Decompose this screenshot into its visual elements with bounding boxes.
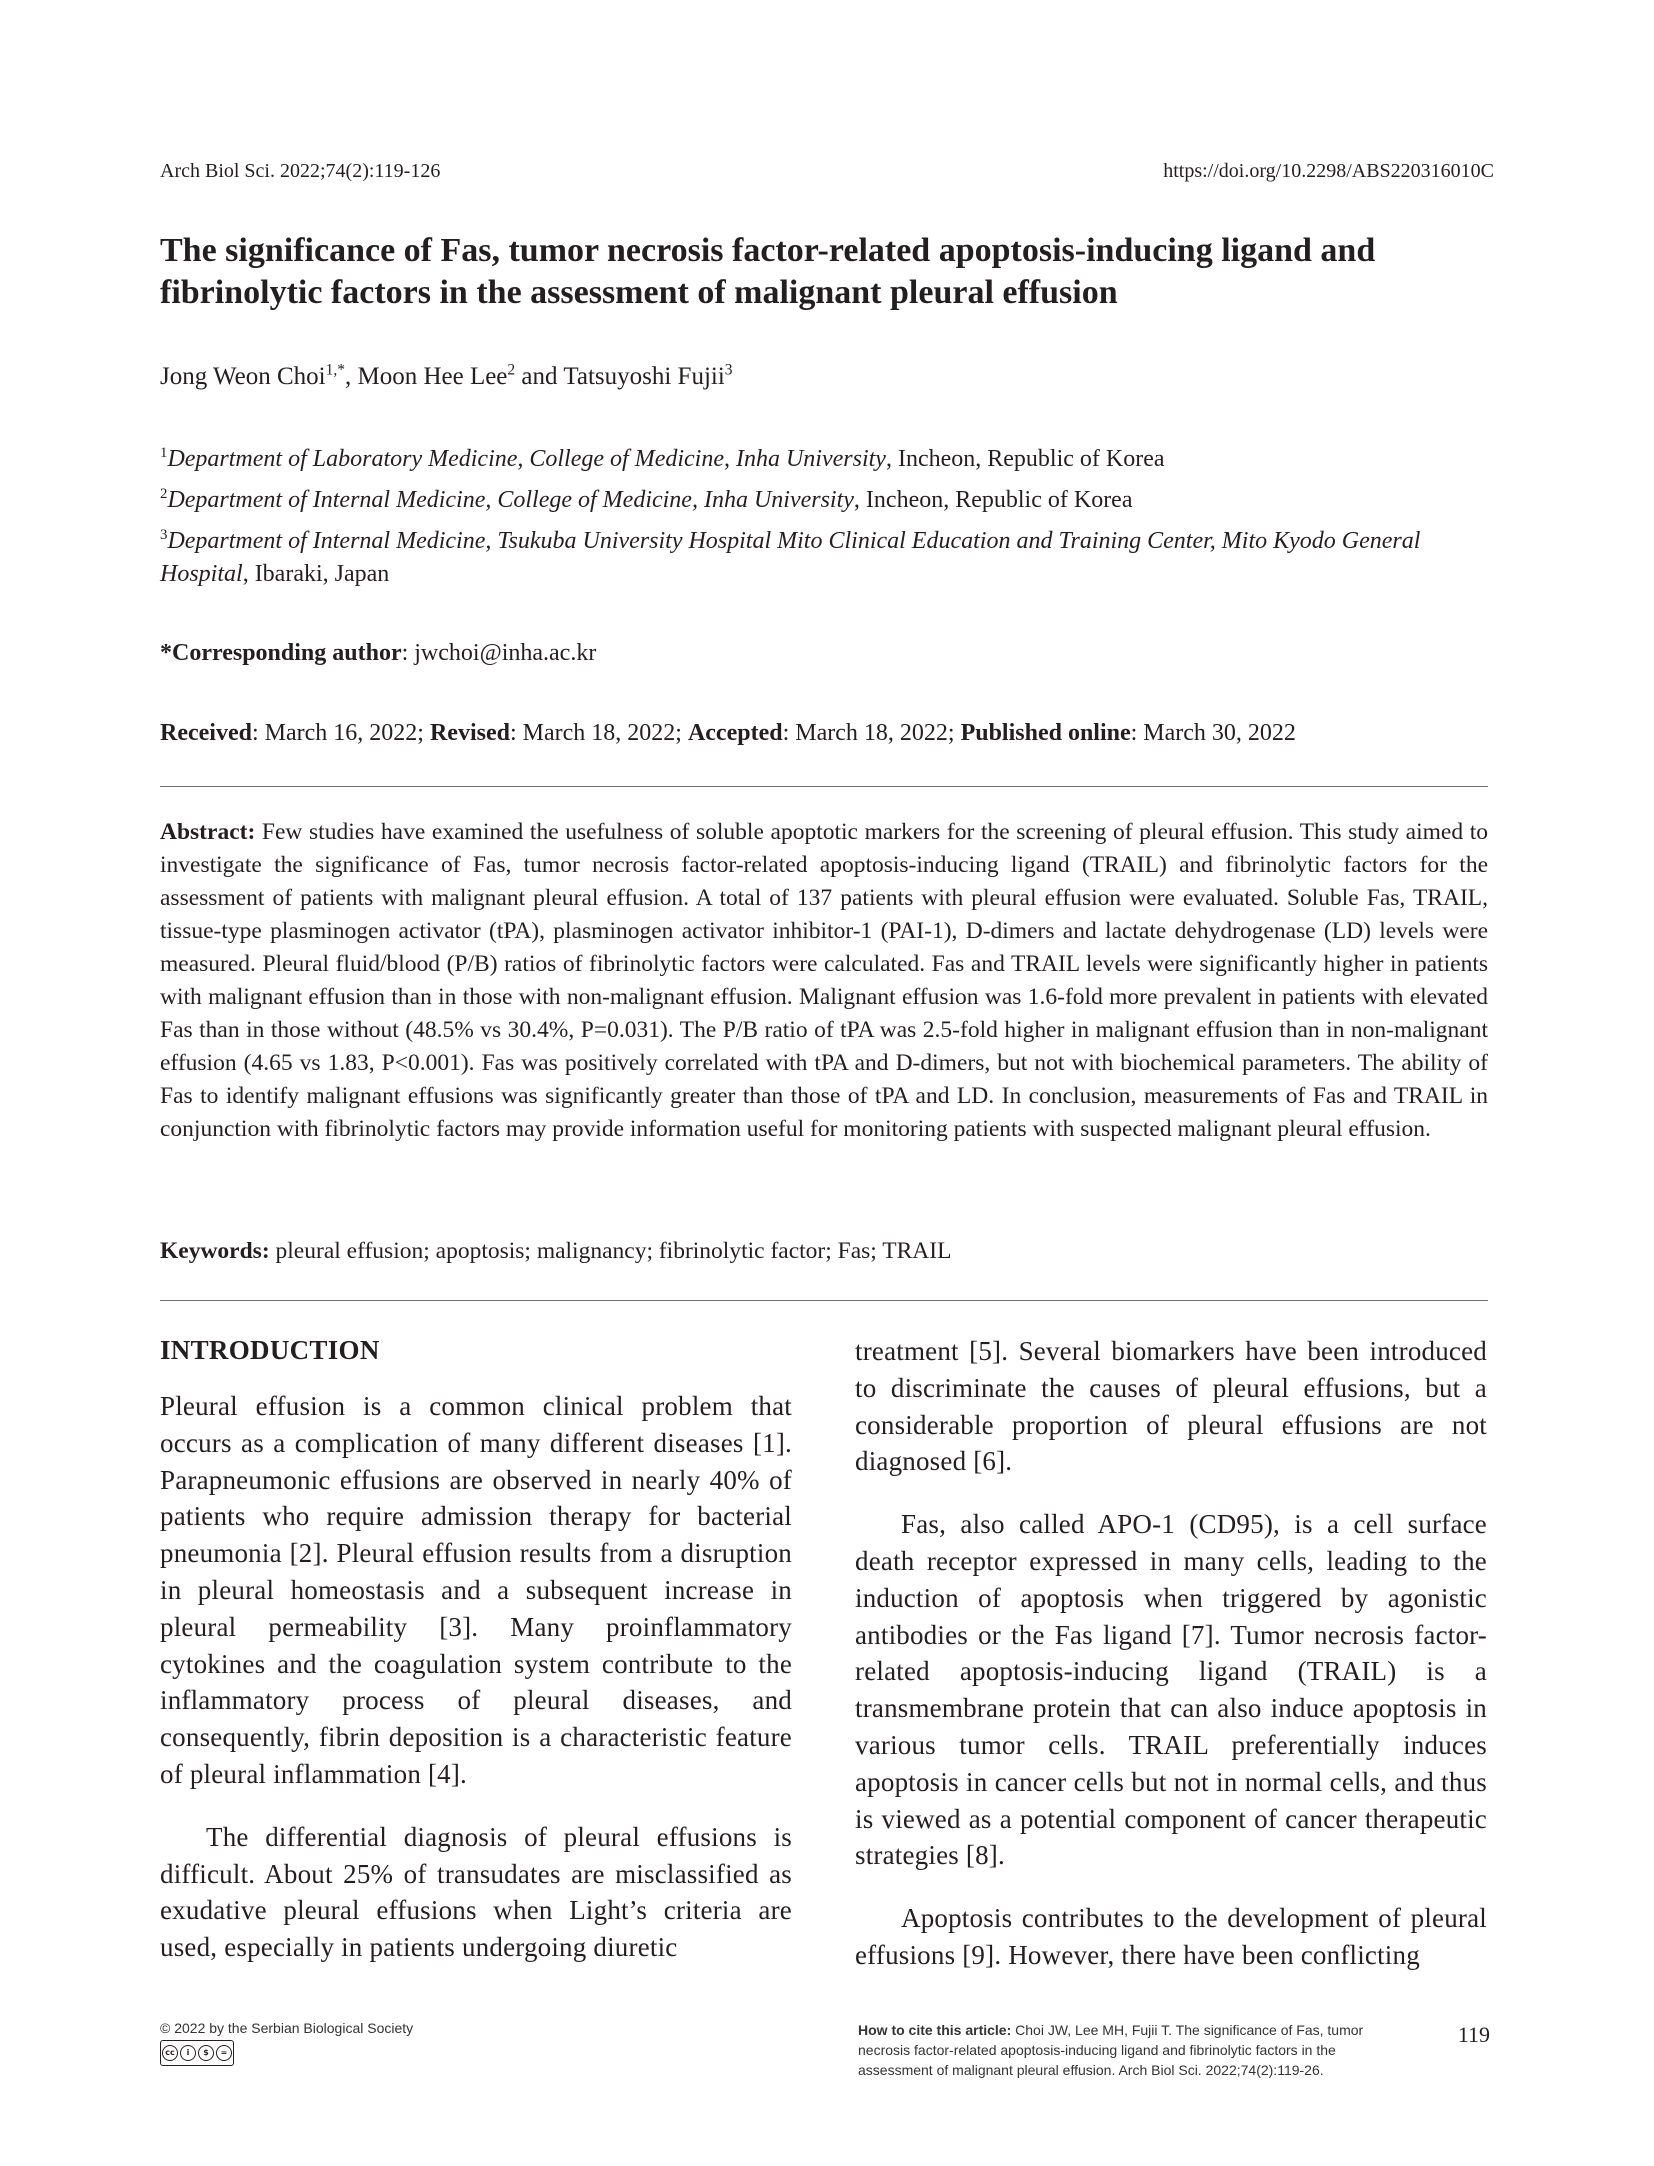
copyright-notice: © 2022 by the Serbian Biological Society [160,2020,414,2036]
published-date: March 30, 2022 [1143,720,1296,746]
body-column-right [855,1333,1487,2000]
body-column-left [160,1335,792,1992]
affiliation-department: Department of Internal Medicine, Tsukuba University Hospital Mito Clinical Education and Training Center, Mito Kyodo General Hospital [160,528,1421,587]
author-superscript: 2 [507,361,516,379]
accepted-date: March 18, 2022 [795,720,948,746]
page-number: 119 [1457,2022,1490,2047]
body-paragraph: The differential diagnosis of pleural effusions is difficult. About 25% of transudates are misclassified as exudative pleural effusions when Light’s criteria are used, especially in patients undergoing diuretic [160,1821,792,1963]
divider [160,1300,1488,1301]
doi-link[interactable]: https://doi.org/10.2298/ABS220316010C [1163,160,1494,182]
body-paragraph: Fas, also called APO-1 (CD95), is a cell surface death receptor expressed in many cells, leading to the induction of apoptosis when triggered by agonistic antibodies or the Fas ligand [7]. Tumor necrosis factor-related apoptosis-inducing ligand (TRAIL) is a transmembrane protein that can also induce apoptosis in various tumor cells. TRAIL preferentially induces apoptosis in cancer cells but not in normal cells, and thus is viewed as a potential component of cancer therapeutic strategies [8]. [855,1509,1487,1871]
affiliation-department: Department of Laboratory Medicine, College of Medicine, Inha University [167,446,886,472]
author-separator: and [515,363,564,390]
article-dates: Received: March 16, 2022; Revised: March 18, 2022; Accepted: March 18, 2022; Published online: March 30, 2022 [160,720,1296,746]
corresponding-email[interactable]: jwchoi@inha.ac.kr [414,640,597,666]
accepted-label: Accepted [687,720,783,746]
corresponding-author: *Corresponding author: jwchoi@inha.ac.kr [160,640,597,666]
author-separator: , [344,363,358,390]
author-list [160,363,733,391]
body-paragraph: Pleural effusion is a common clinical problem that occurs as a complication of many different diseases [1]. Parapneumonic effusions are observed in nearly 40% of patients who require admission therapy for bacterial pneumonia [2]. Pleural effusion results from a disruption in pleural homeostasis and a subsequent increase in pleural permeability [3]. Many proinflammatory cytokines and the coagulation system contribute to the inflammatory process of pleural diseases, and consequently, fibrin deposition is a characteristic feature of pleural inflammation [4]. [160,1391,792,1789]
received-date: March 16, 2022 [264,720,418,746]
body-paragraph: treatment [5]. Several biomarkers have been introduced to discriminate the causes of pleural effusions, but a considerable proportion of pleural effusions are not diagnosed [6]. [855,1336,1487,1477]
article-title: The significance of Fas, tumor necrosis factor-related apoptosis-inducing ligand and fibrinolytic factors in the assessment of malignant pleural effusion [160,232,1376,311]
revised-label: Revised [429,720,510,746]
author-superscript: 1,* [325,361,345,379]
revised-date: March 18, 2022 [522,720,676,746]
affiliation-number: 2 [160,486,168,502]
received-label: Received [160,720,252,746]
body-paragraph: Apoptosis contributes to the development of pleural effusions [9]. However, there have been conflicting [855,1903,1487,1970]
author-superscript: 3 [724,361,733,379]
affiliation-location: , Incheon, Republic of Korea [853,487,1133,513]
author-name: Tatsuyoshi Fujii [563,363,725,390]
creative-commons-icon: cc i $ = [160,2040,234,2066]
section-heading: INTRODUCTION [160,1335,380,1365]
journal-citation: Arch Biol Sci. 2022;74(2):119-126 [160,160,441,182]
keywords-label: Keywords: [160,1238,270,1264]
affiliation-2 [160,484,1500,517]
author-name: Jong Weon Choi [160,363,326,390]
cite-label: How to cite this article: [858,2022,1012,2038]
affiliation-location: , Incheon, Republic of Korea [885,446,1165,472]
affiliation-number: 1 [160,445,168,461]
how-to-cite [858,2020,1413,2080]
corresponding-label: *Corresponding author [160,640,402,666]
published-label: Published online [960,720,1131,746]
author-name: Moon Hee Lee [357,363,508,390]
keywords [160,1238,1488,1265]
affiliation-number: 3 [160,527,168,543]
affiliation-location: , Ibaraki, Japan [242,561,390,587]
cite-text: Choi JW, Lee MH, Fujii T. The significance of Fas, tumor necrosis factor-related apoptosis-inducing ligand and fibrinolytic factors in the assessment of malignant pleural effusion. Arch Biol Sci. 2022;74(2):119-26. [858,2022,1364,2078]
abstract-label: Abstract: [160,819,256,845]
affiliation-1 [160,443,1500,476]
affiliation-department: Department of Internal Medicine, College of Medicine, Inha University [167,487,854,513]
affiliation-3 [160,525,1500,591]
abstract-text: Few studies have examined the usefulness of soluble apoptotic markers for the screening of pleural effusion. This study aimed to investigate the significance of Fas, tumor necrosis factor-related apoptosis-inducing ligand (TRAIL) and fibrinolytic factors for the assessment of patients with malignant pleural effusion. A total of 137 patients with pleural effusion were evaluated. Soluble Fas, TRAIL, tissue-type plasminogen activator (tPA), plasminogen activator inhibitor-1 (PAI-1), D-dimers and lactate dehydrogenase (LD) levels were measured. Pleural fluid/blood (P/B) ratios of fibrinolytic factors were calculated. Fas and TRAIL levels were significantly higher in patients with malignant effusion than in those with non-malignant effusion. Malignant effusion was 1.6-fold more prevalent in patients with elevated Fas than in those without (48.5% vs 30.4%, P=0.031). The P/B ratio of tPA was 2.5-fold higher in malignant effusion than in non-malignant effusion (4.65 vs 1.83, P<0.001). Fas was positively correlated with tPA and D-dimers, but not with biochemical parameters. The ability of Fas to identify malignant effusions was significantly greater than those of tPA and LD. In conclusion, measurements of Fas and TRAIL in conjunction with fibrinolytic factors may provide information useful for monitoring patients with suspected malignant pleural effusion. [160,819,1489,1142]
keywords-text: pleural effusion; apoptosis; malignancy; fibrinolytic factor; Fas; TRAIL [275,1238,952,1264]
divider [160,786,1488,787]
abstract [160,816,1488,1146]
